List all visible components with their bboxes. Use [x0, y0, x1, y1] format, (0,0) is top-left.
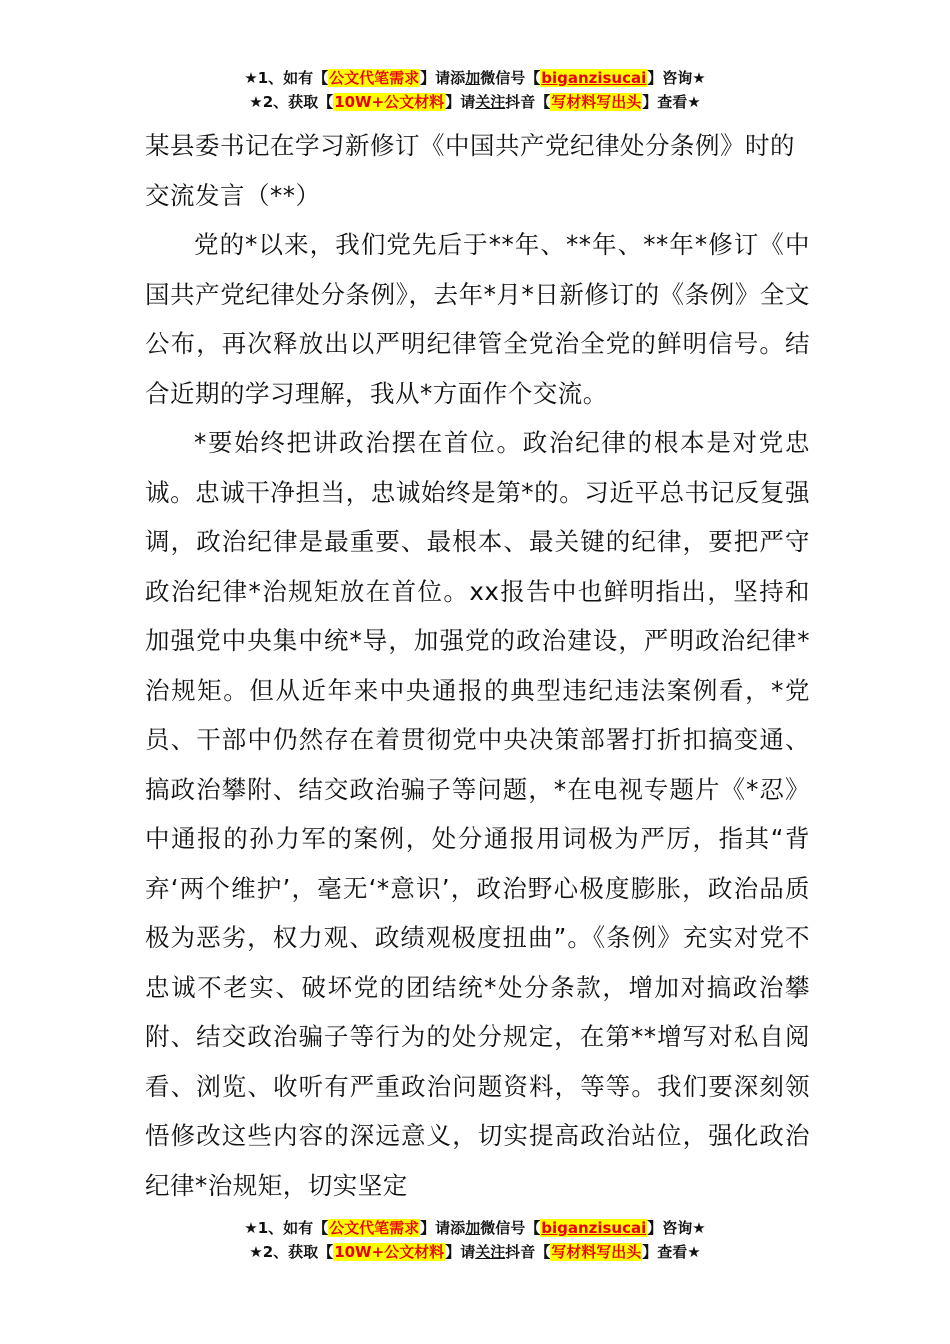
wechat-id-link[interactable]: biganzisucai — [541, 69, 647, 87]
banner-text: ★2、获取【 — [249, 93, 334, 111]
banner-text: 】请添 — [420, 1219, 466, 1237]
banner-text: 】查看★ — [642, 93, 701, 111]
banner-text: 】请添 — [420, 69, 466, 87]
banner-line-1 — [0, 66, 950, 90]
banner-text: ★1、如有【 — [244, 69, 329, 87]
banner-underlined-text: 加 — [465, 69, 481, 87]
footer-banner — [0, 1216, 950, 1264]
banner-line-2 — [0, 1240, 950, 1264]
banner-text: 】咨询★ — [647, 1219, 706, 1237]
paragraph: *要始终把讲政治摆在首位。政治纪律的根本是对党忠诚。忠诚干净担当，忠诚始终是第*的。习近平总书记反复强调，政治纪律是最重要、最根本、最关键的纪律，要把严守政治纪律*治规矩放在首位。xx报告中也鲜明指出，坚持和加强党中央集中统*导，加强党的政治建设，严明政治纪律*治规矩。但从近年来中央通报的典型违纪违法案例看，*党员、干部中仍然存在着贯彻党中央决策部署打折扣搞变通、搞政治攀附、结交政治骗子等问题，*在电视专题片《*忍》中通报的孙力军的案例，处分通报用词极为严厉，指其“背弃‘两个维护’，毫无‘*意识’，政治野心极度膨胀，政治品质极为恶劣，权力观、政绩观极度扭曲”。《条例》充实对党不忠诚不老实、破坏党的团结统*处分条款，增加对搞政治攀附、结交政治骗子等行为的处分规定，在第**增写对私自阅看、浏览、收听有严重政治问题资料，等等。我们要深刻领悟修改这些内容的深远意义，切实提高政治站位，强化政治纪律*治规矩，切实坚定 — [145, 428, 810, 1200]
banner-underlined-text: 关注 — [475, 93, 506, 111]
paragraph: 党的*以来，我们党先后于**年、**年、**年*修订《中国共产党纪律处分条例》，去年*月*日新修订的《条例》全文公布，再次释放出以严明纪律管全党治全党的鲜明信号。结合近期的学习理解，我从*方面作个交流。 — [145, 230, 810, 408]
banner-text: 】请 — [445, 93, 476, 111]
banner-underlined-text: 关注 — [475, 1243, 506, 1261]
banner-text: 微信号【 — [480, 1219, 541, 1237]
materials-highlight: 10W+公文材料 — [334, 93, 445, 111]
header-banner — [0, 66, 950, 114]
banner-text: ★1、如有【 — [244, 1219, 329, 1237]
banner-underlined-text: 加 — [465, 1219, 481, 1237]
wechat-id-link[interactable]: biganzisucai — [541, 1219, 647, 1237]
banner-text: ★2、获取【 — [249, 1243, 334, 1261]
banner-text: 微信号【 — [480, 69, 541, 87]
document-title: 某县委书记在学习新修订《中国共产党纪律处分条例》时的交流发言（**） — [145, 131, 795, 210]
douyin-account-highlight: 写材料写出头 — [551, 1243, 642, 1261]
document-body — [145, 121, 810, 1210]
materials-highlight: 10W+公文材料 — [334, 1243, 445, 1261]
banner-text: 】查看★ — [642, 1243, 701, 1261]
banner-text: 抖音【 — [505, 93, 551, 111]
banner-line-2 — [0, 90, 950, 114]
service-highlight: 公文代笔需求 — [329, 69, 420, 87]
banner-text: 】请 — [445, 1243, 476, 1261]
banner-text: 】咨询★ — [647, 69, 706, 87]
douyin-account-highlight: 写材料写出头 — [551, 93, 642, 111]
banner-text: 抖音【 — [505, 1243, 551, 1261]
service-highlight: 公文代笔需求 — [329, 1219, 420, 1237]
banner-line-1 — [0, 1216, 950, 1240]
